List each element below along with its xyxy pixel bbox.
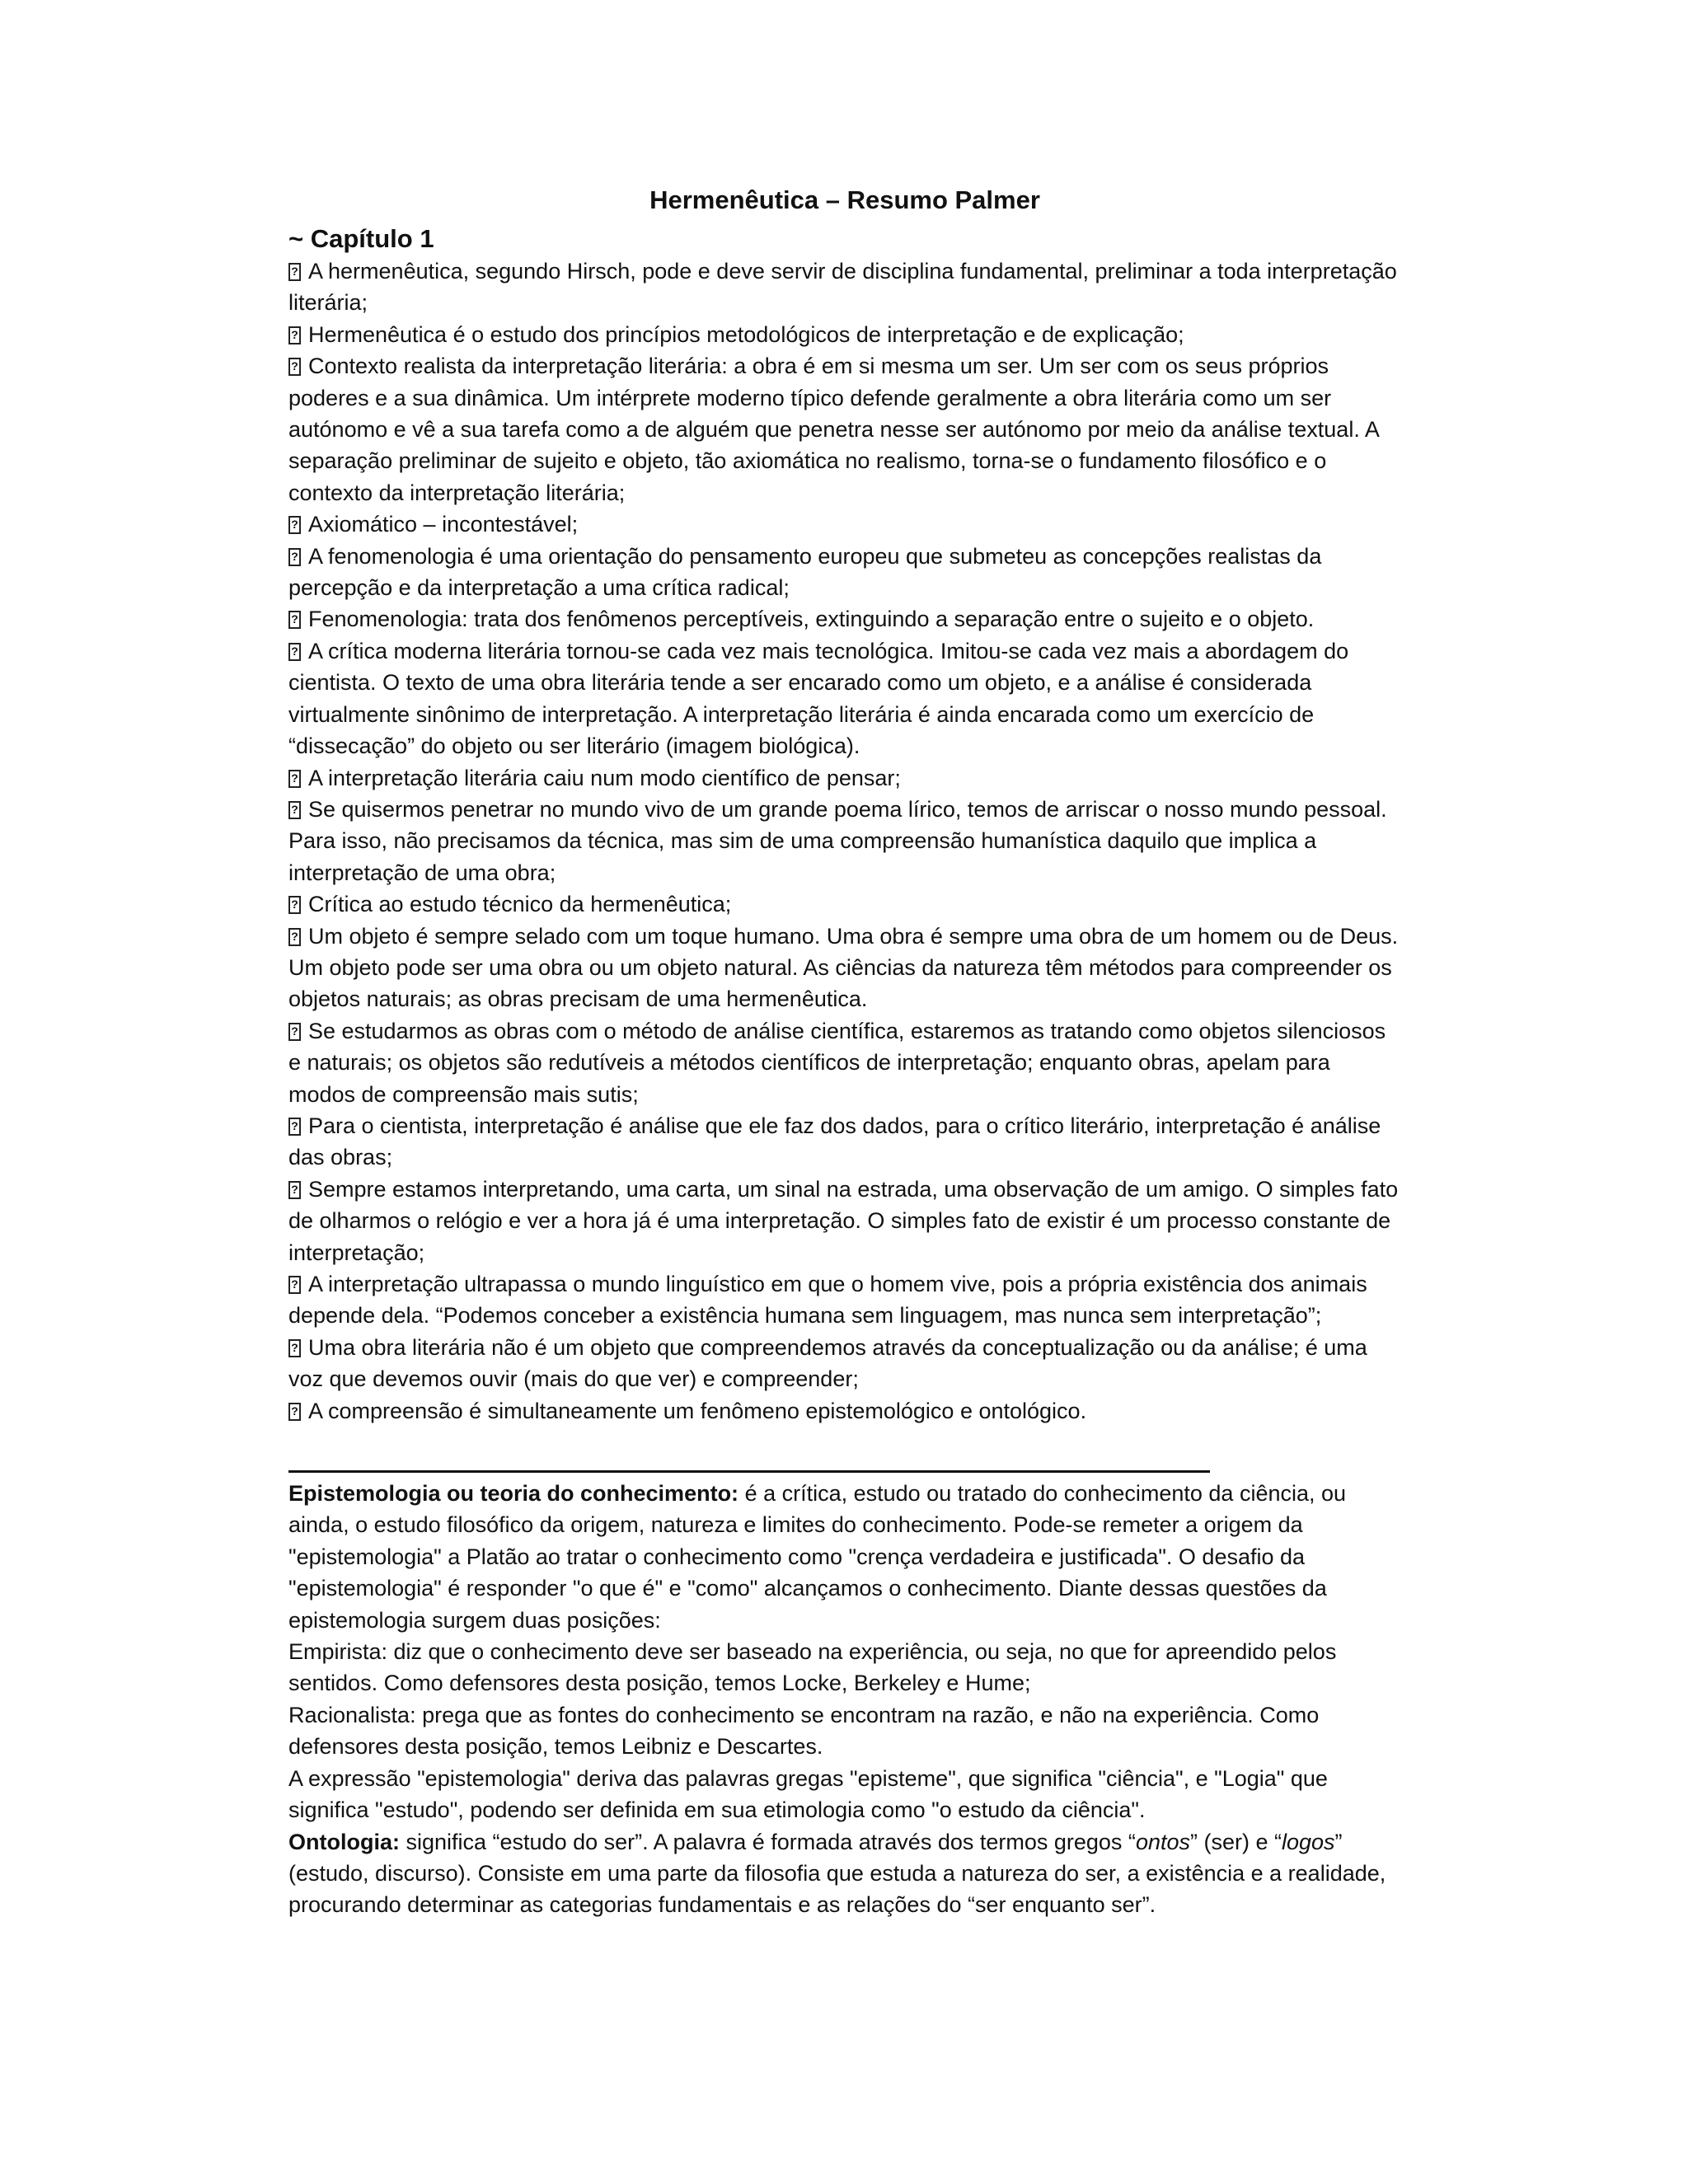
rationalist-paragraph: Racionalista: prega que as fontes do conhecimento se encontram na razão, e não na experiência. Como defensores desta posição, temos Leibniz e Descartes. (288, 1702, 1320, 1760)
bullet-item (288, 1395, 1401, 1427)
missing-glyph-icon (288, 611, 301, 629)
ontology-greek-ontos: ontos (1135, 1829, 1190, 1854)
bullet-text: Uma obra literária não é um objeto que compreendemos através da conceptualização ou da análise; é uma voz que devemos ouvir (mais do que ver) e compreender; (288, 1334, 1367, 1392)
missing-glyph-icon (288, 1403, 301, 1421)
bullet-text: Crítica ao estudo técnico da hermenêutica; (308, 892, 732, 917)
missing-glyph-icon (288, 770, 301, 788)
missing-glyph-icon (288, 1118, 301, 1136)
document-title: Hermenêutica – Resumo Palmer (649, 185, 1040, 214)
bullet-item (288, 888, 1401, 920)
missing-glyph-icon (288, 1276, 301, 1294)
epistemology-definition: é a crítica, estudo ou tratado do conhecimento da ciência, ou ainda, o estudo filosófico da origem, natureza e limites do conhecimento. Pode-se remeter a origem da "epistemologia" a Platão ao tratar o conhecimento como "crença verdadeira e justificada". O desafio da "epistemologia" é responder "o que é" e "como" alcançamos o conhecimento. Diante dessas questões da epistemologia surgem duas posições: (288, 1481, 1347, 1633)
bullet-item (288, 1015, 1401, 1110)
ontology-text-1: significa “estudo do ser”. A palavra é formada através dos termos gregos “ (399, 1829, 1136, 1854)
missing-glyph-icon (288, 1181, 301, 1199)
bullet-item (288, 635, 1401, 762)
empiricist-paragraph: Empirista: diz que o conhecimento deve ser baseado na experiência, ou seja, no que for apreendido pelos sentidos. Como defensores desta posição, temos Locke, Berkeley e Hume; (288, 1639, 1337, 1696)
bullet-text: A interpretação literária caiu num modo científico de pensar; (308, 765, 901, 790)
bullet-item (288, 541, 1401, 604)
bullet-text: Se quisermos penetrar no mundo vivo de um grande poema lírico, temos de arriscar o nosso mundo pessoal. Para isso, não precisamos da técnica, mas sim de uma compreensão humanística daquilo que implica a interpretação de uma obra; (288, 796, 1387, 885)
ontology-paragraph (288, 1826, 1401, 1921)
section-divider (288, 1470, 1210, 1473)
missing-glyph-icon (288, 1023, 301, 1041)
ontology-term: Ontologia: (288, 1829, 400, 1854)
bullet-text: A crítica moderna literária tornou-se cada vez mais tecnológica. Imitou-se cada vez mais a abordagem do cientista. O texto de uma obra literária tende a ser encarado como um objeto, e a análise é considerada virtualmente sinônimo de interpretação. A interpretação literária é ainda encarada como um exercício de “dissecação” do objeto ou ser literário (imagem biológica). (288, 638, 1349, 759)
ontology-greek-logos: logos (1282, 1829, 1335, 1854)
ontology-text-2: ” (ser) e “ (1190, 1829, 1282, 1854)
bullet-text: A interpretação ultrapassa o mundo linguístico em que o homem vive, pois a própria existência dos animais depende dela. “Podemos conceber a existência humana sem linguagem, mas nunca sem interpretação”; (288, 1272, 1367, 1329)
bullet-item (288, 1268, 1401, 1332)
chapter-heading: ~ Capítulo 1 (288, 224, 434, 253)
bullet-text: Contexto realista da interpretação literária: a obra é em si mesma um ser. Um ser com os seus próprios poderes e a sua dinâmica. Um intérprete moderno típico defende geralmente a obra literária como um ser autónomo e vê a sua tarefa como a de alguém que penetra nesse ser autónomo por meio da análise textual. A separação preliminar de sujeito e objeto, tão axiomática no realismo, torna-se o fundamento filosófico e o contexto da interpretação literária; (288, 354, 1379, 505)
epistemology-paragraph (288, 1478, 1401, 1636)
bullet-item (288, 603, 1401, 635)
bullet-text: A compreensão é simultaneamente um fenômeno epistemológico e ontológico. (308, 1398, 1087, 1423)
bullet-item (288, 509, 1401, 540)
epistemology-term: Epistemologia ou teoria do conhecimento: (288, 1481, 739, 1507)
bullet-item (288, 1332, 1401, 1395)
bullet-text: Hermenêutica é o estudo dos princípios metodológicos de interpretação e de explicação; (308, 321, 1184, 347)
bullet-text: A hermenêutica, segundo Hirsch, pode e deve servir de disciplina fundamental, preliminar a toda interpretação literária; (288, 259, 1397, 316)
bullet-item (288, 762, 1401, 794)
bullet-text: A fenomenologia é uma orientação do pensamento europeu que submeteu as concepções realistas da percepção e da interpretação a uma crítica radical; (288, 543, 1322, 601)
bullet-item (288, 350, 1401, 509)
bullet-text: Se estudarmos as obras com o método de análise científica, estaremos as tratando como objetos silenciosos e naturais; os objetos são redutíveis a métodos científicos de interpretação; enquanto obras, apelam para modos de compreensão mais sutis; (288, 1018, 1386, 1107)
bullet-list (288, 255, 1401, 1427)
bullet-text: Axiomático – incontestável; (308, 512, 579, 537)
bullet-text: Fenomenologia: trata dos fenômenos perceptíveis, extinguindo a separação entre o sujeito e o objeto. (308, 607, 1315, 632)
bullet-text: Um objeto é sempre selado com um toque humano. Uma obra é sempre uma obra de um homem ou de Deus. Um objeto pode ser uma obra ou um objeto natural. As ciências da natureza têm métodos para compreender os objetos naturais; as obras precisam de uma hermenêutica. (288, 923, 1399, 1012)
bullet-item (288, 1110, 1401, 1174)
bullet-text: Para o cientista, interpretação é análise que ele faz dos dados, para o crítico literário, interpretação é análise das obras; (288, 1113, 1381, 1170)
missing-glyph-icon (288, 263, 301, 281)
bullet-item (288, 255, 1401, 319)
missing-glyph-icon (288, 801, 301, 819)
document-page (288, 183, 1401, 1921)
etymology-paragraph: A expressão "epistemologia" deriva das palavras gregas "episteme", que significa "ciência", e "Logia" que significa "estudo", podendo ser definida em sua etimologia como "o estudo da ciência". (288, 1765, 1328, 1823)
glossary-section (288, 1478, 1401, 1921)
bullet-item (288, 921, 1401, 1015)
missing-glyph-icon (288, 896, 301, 914)
bullet-text: Sempre estamos interpretando, uma carta, um sinal na estrada, uma observação de um amigo. O simples fato de olharmos o relógio e ver a hora já é uma interpretação. O simples fato de existir é um processo constante de interpretação; (288, 1176, 1399, 1265)
missing-glyph-icon (288, 643, 301, 661)
missing-glyph-icon (288, 358, 301, 376)
missing-glyph-icon (288, 516, 301, 534)
ontology-text-3: ” (estudo, discurso). Consiste em uma parte da filosofia que estuda a natureza do ser, a existência e a realidade, procurando determinar as categorias fundamentais e as relações do “ser enquanto ser”. (288, 1829, 1386, 1918)
bullet-item (288, 794, 1401, 888)
missing-glyph-icon (288, 1339, 301, 1357)
missing-glyph-icon (288, 326, 301, 344)
bullet-item (288, 319, 1401, 350)
bullet-item (288, 1174, 1401, 1268)
missing-glyph-icon (288, 928, 301, 946)
missing-glyph-icon (288, 548, 301, 566)
